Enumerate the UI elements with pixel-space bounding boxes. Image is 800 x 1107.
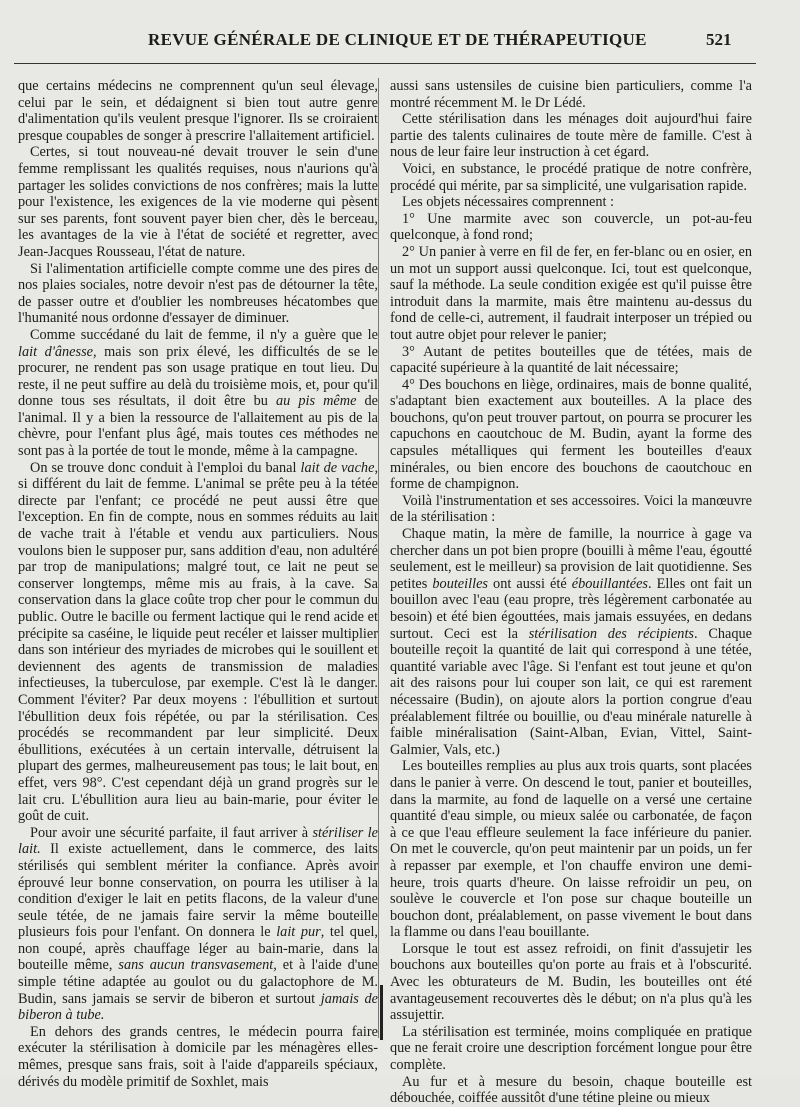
italic-term: bouteilles — [432, 575, 488, 592]
paragraph: Voilà l'instrumentation et ses accessoires. Voici la manœuvre de la stérilisation : — [390, 492, 752, 526]
paragraph: Lorsque le tout est assez refroidi, on finit d'assujetir les bouchons aux bouteilles qu'on porte au frais et à l'obscurité. Avec les obturateurs de M. Budin, les bouteilles ont été avantageusement recouvertes dès le début; on n'a plus qu'à les assujettir. — [390, 940, 752, 1024]
italic-term: ébouillantées — [571, 575, 648, 592]
paragraph: Certes, si tout nouveau-né devait trouver le sein d'une femme remplissant les qualités requises, nous n'aurions qu'à partager les solides convictions de nos confrères; mais la lutte pour l'existence, les exigences de la vie moderne qui pèsent sur ses parents, font souvent payer bien cher, dès le berceau, les avantages de la vie à l'état de société et regretter, avec Jean-Jacques Rousseau, l'état de nature. — [18, 144, 378, 260]
text-run: Comme succédané du lait de femme, il n'y a guère que le — [30, 326, 378, 343]
paragraph: La stérilisation est terminée, moins compliquée en pratique que ne ferait croire une description forcément longue pour être complète. — [390, 1023, 752, 1074]
paragraph — [18, 327, 378, 460]
text-run: Il existe actuellement, dans le commerce, des laits stérilisés qui semblent mériter la confiance. Après avoir éprouvé leur bonne conservation, on pourra les utiliser à la condition d'exiger le lait en petits flacons, de la valeur d'une seule tétée, de ne jamais faire servir la même bouteille plusieurs fois pour l'enfant. On donnera le — [18, 841, 378, 941]
text-run: Pour avoir une sécurité parfaite, il faut arriver à — [30, 824, 313, 841]
paragraph: Voici, en substance, le procédé pratique de notre confrère, procédé qui mérite, par sa simplicité, une vulgarisation rapide. — [390, 160, 752, 194]
paragraph: que certains médecins ne comprennent qu'un seul élevage, celui par le sein, et dédaignent si bien tout autre genre d'alimentation qu'ils veulent presque l'ignorer. Ils se croiraient presque coupables de songer à prescrire l'allaitement artificiel. — [18, 78, 378, 144]
text-run: de l'animal. Il y a bien la ressource de l'allaitement au pis de la chèvre, pour l'enfant plus âgé, mais toutes ces méthodes ne sont pas à la portée de tout le monde, même à la campagne. — [18, 393, 378, 460]
journal-title: REVUE GÉNÉRALE DE CLINIQUE ET DE THÉRAPEUTIQUE — [148, 30, 647, 49]
paragraph: En dehors des grands centres, le médecin pourra faire exécuter la stérilisation à domicile par les ménagères elles-mêmes, presque sans frais, soit à l'aide d'appareils spéciaux, dérivés du modèle primitif de Soxhlet, mais — [18, 1023, 378, 1090]
text-run: , si différent du lait de femme. L'animal se prête peu à la tétée directe par l'enfant; ce procédé ne peut aussi être que l'exception. En fin de compte, nous en sommes réduits au lait de vache trait à l'étable et vendu aux particuliers. Nous voulons bien le supposer pur, sans addition d'eau, non adultéré par trop de manipulations; malgré tout, ce lait ne peut se conserver longtemps, même mis au frais, à la cave. Sa conservation dans la glace coûte trop cher pour le commun du public. Outre le bacille ou ferment lactique qui le rend acide et précipite sa caséine, le liquide peut recéler et laisser multiplier dans son intérieur des myriades de microbes qui le souillent et deviennent des agents de transmission de maladies infectieuses, la tuberculose, par exemple. C'est là le danger. Comment l'éviter? Par deux moyens : l'ébullition et surtout l'ébullition deux fois répétée, ou par la stérilisation. Ces procédés se recommandent par leur simplicité. Deux ébullitions, exécutées à un certain intervalle, détruisent la plupart des germes, malheureusement pas tous; le lait bout, en effet, vers 98°. C'est cependant déjà un grand progrès sur le lait cru. L'ébullition aura lieu au bain-marie, pour éviter le goût de cuit. — [18, 459, 379, 825]
left-column — [18, 78, 379, 1090]
paragraph: Cette stérilisation dans les ménages doit aujourd'hui faire partie des talents culinaires de toute mère de famille. C'est à nous de leur faire leur instruction à cet égard. — [390, 111, 752, 161]
text-run: ont aussi été — [487, 575, 572, 592]
paragraph: Si l'alimentation artificielle compte comme une des pires de nos plaies sociales, notre devoir n'est pas de détourner la tête, de passer outre et d'oublier les nombreuses hécatombes que l'humanité nous ordonne d'essayer de diminuer. — [18, 260, 378, 327]
text-run: , mais son prix élevé, les difficultés de se le procurer, ne rendent pas son usage pratique en tout lieu. Du reste, il ne peut suffire au delà du troisième mois, et, pour qu'il donne tous ses résultats, il doit être bu — [18, 343, 378, 410]
text-run: On se trouve donc conduit à l'emploi du banal — [30, 459, 301, 476]
italic-term: jamais de biberon à tube. — [18, 990, 378, 1024]
running-header — [0, 28, 800, 54]
list-item: 1° Une marmite avec son couvercle, un pot-au-feu quelconque, à fond rond; — [390, 210, 752, 244]
italic-term: au pis même — [275, 393, 357, 410]
text-run: . Chaque bouteille reçoit la quantité de lait qui correspond à une tétée, quantité variable avec l'âge. Si l'enfant est tout jeune et qu'on ait des raisons pour lui couper son lait, ce qui est rarement nécessaire (Budin), on ajoute alors la portion congrue d'eau préalablement filtrée ou bouillie, ou d'eau minérale naturelle à faible minéralisation (Saint-Alban, Evian, Vittel, Saint-Galmier, Vals, etc.) — [390, 625, 752, 758]
column-divider-mark — [380, 985, 383, 1040]
paragraph: aussi sans ustensiles de cuisine bien particuliers, comme l'a montré récemment M. le Dr Lédé. — [390, 78, 752, 111]
list-item: 4° Des bouchons en liège, ordinaires, mais de bonne qualité, s'adaptant bien exactement aux bouteilles. A la place des bouchons, qu'on peut trouver partout, on pourra se procurer les capuchons en caoutchouc de M. Budin, ayant la forme des capsules métalliques qui ferment les bouteilles d'eaux minérales, ou bien encore des bouchons de caoutchouc en forme de champignon. — [390, 376, 752, 493]
text-run: , tel quel, non coupé, après chauffage léger au bain-marie, dans la bouteille même, — [18, 924, 378, 974]
italic-term: stérilisation des récipients — [528, 625, 694, 642]
paragraph — [390, 526, 752, 758]
italic-term: lait pur — [276, 924, 321, 941]
text-run: . Elles ont fait un bouillon avec l'eau (eau propre, très légèrement carbonatée au besoin) et été bien égouttées, mais jamais essuyées, en dedans surtout. Ceci est la — [390, 575, 752, 642]
paragraph — [18, 825, 378, 1024]
italic-term: sans aucun transvasement — [118, 957, 274, 974]
paragraph: Les bouteilles remplies au plus aux trois quarts, sont placées dans le panier à verre. On descend le tout, panier et bouteilles, dans la marmite, au fond de laquelle on a versé une certaine quantité d'eau simple, ou mieux salée ou carbonatée, de façon à ce que l'eau effleure seulement la face inférieure du panier. On met le couvercle, qu'on peut maintenir par un poids, un fer à repasser par exemple, et l'on chauffe environ une demi-heure, trois quarts d'heure. On laisse refroidir un peu, on soulève le couvercle et l'on pose sur chaque bouteille un bouchon dont, préalablement, on passe vivement le bout dans la flamme ou dans l'eau bouillante. — [390, 758, 752, 941]
page-number: 521 — [706, 30, 732, 49]
column-divider — [378, 78, 379, 1038]
list-item: 2° Un panier à verre en fil de fer, en fer-blanc ou en osier, en un mot un support aussi quelconque. Ici, tout est quelconque, sauf la méthode. La seule condition exigée est qu'il puisse être introduit dans la marmite, mais être maintenu au-dessus du fond de celle-ci, autrement, il faudrait interposer un trépied ou tout autre objet pour relever le panier; — [390, 243, 752, 343]
list-item: 3° Autant de petites bouteilles que de tétées, mais de capacité supérieure à la quantité de lait nécessaire; — [390, 343, 752, 377]
paragraph — [18, 460, 378, 825]
italic-term: lait de vache — [300, 459, 375, 476]
italic-term: stériliser le lait. — [18, 824, 378, 858]
italic-term: lait d'ânesse — [18, 343, 93, 360]
text-run: , et à l'aide d'une simple tétine adaptée au goulot ou du galactophore de M. Budin, sans jamais se servir de biberon et surtout — [18, 957, 378, 1007]
paragraph: Au fur et à mesure du besoin, chaque bouteille est débouchée, coiffée aussitôt d'une tétine pleine ou mieux — [390, 1073, 752, 1107]
paragraph: Les objets nécessaires comprennent : — [402, 194, 614, 211]
text-run: Chaque matin, la mère de famille, la nourrice à gage va chercher dans un pot bien propre (bouilli à même l'eau, égoutté seulement, est le meilleur) sa provision de lait quotidienne. Ses petites — [390, 526, 752, 592]
right-column — [390, 78, 752, 1107]
header-rule — [14, 63, 756, 64]
